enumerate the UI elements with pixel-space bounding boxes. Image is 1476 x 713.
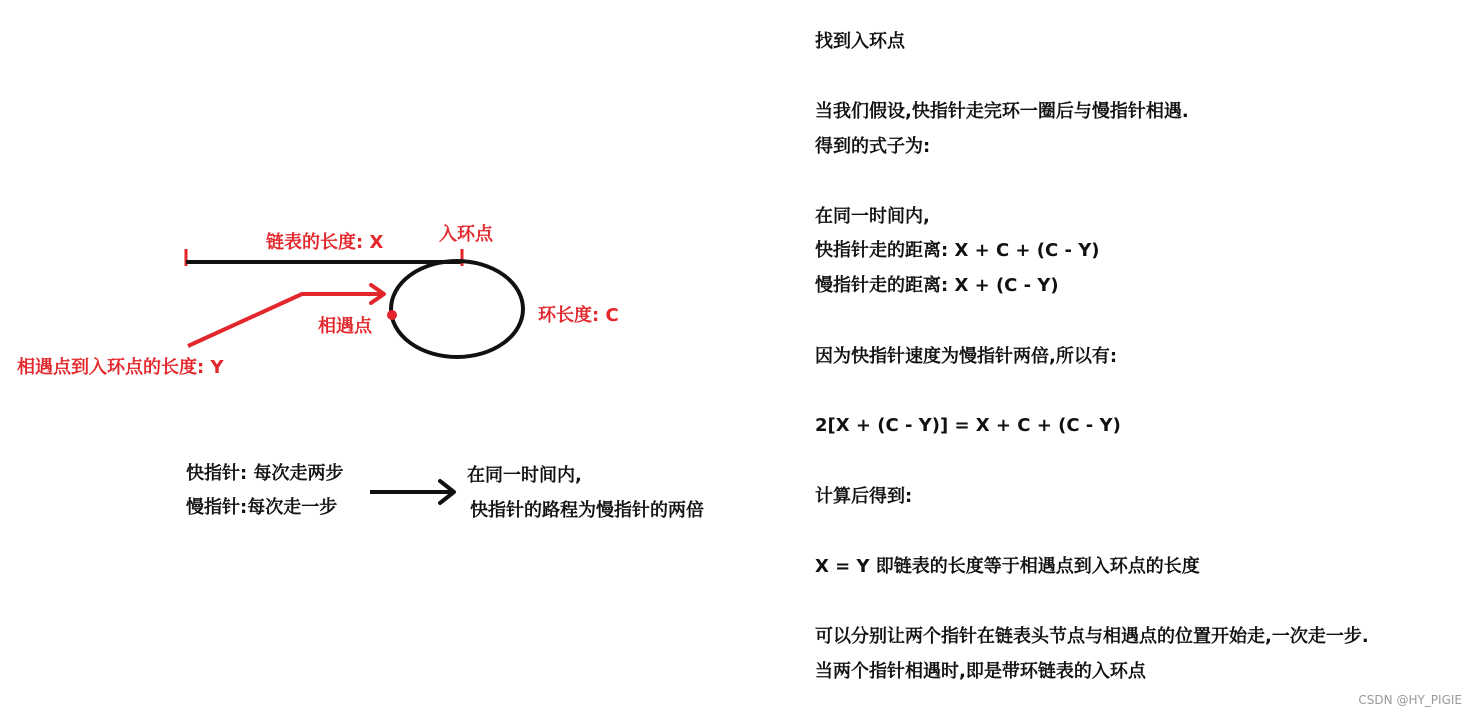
explanation-line: 慢指针走的距离: X + (C - Y) bbox=[815, 275, 1059, 296]
explanation-line: 快指针走的距离: X + C + (C - Y) bbox=[815, 240, 1100, 261]
result-line-2: 快指针的路程为慢指针的两倍 bbox=[470, 500, 704, 521]
fast-pointer-label: 快指针: 每次走两步 bbox=[186, 463, 344, 484]
result-line-1: 在同一时间内, bbox=[467, 465, 582, 486]
explanation-line: 在同一时间内, bbox=[815, 206, 930, 227]
explanation-line: X = Y 即链表的长度等于相遇点到入环点的长度 bbox=[815, 556, 1200, 577]
explanation-line: 计算后得到: bbox=[815, 486, 913, 507]
explanation-formula: 2[X + (C - Y)] = X + C + (C - Y) bbox=[815, 415, 1121, 436]
list-length-label: 链表的长度: X bbox=[266, 232, 384, 253]
meet-to-entry-label: 相遇点到入环点的长度: Y bbox=[17, 357, 224, 378]
explanation-title: 找到入环点 bbox=[815, 31, 905, 52]
ring-length-label: 环长度: C bbox=[538, 305, 619, 326]
explanation-line: 当两个指针相遇时,即是带环链表的入环点 bbox=[815, 661, 1146, 682]
watermark: CSDN @HY_PIGIE bbox=[1358, 693, 1462, 707]
cycle-ring bbox=[391, 261, 523, 357]
explanation-line: 可以分别让两个指针在链表头节点与相遇点的位置开始走,一次走一步. bbox=[815, 626, 1369, 647]
meet-point-dot bbox=[387, 310, 397, 320]
explanation-line: 当我们假设,快指针走完环一圈后与慢指针相遇. bbox=[815, 101, 1189, 122]
explanation-line: 因为快指针速度为慢指针两倍,所以有: bbox=[815, 346, 1118, 367]
meet-point-label: 相遇点 bbox=[318, 316, 372, 337]
entry-point-label: 入环点 bbox=[439, 224, 493, 245]
slow-pointer-label: 慢指针:每次走一步 bbox=[186, 497, 338, 518]
explanation-line: 得到的式子为: bbox=[815, 136, 931, 157]
